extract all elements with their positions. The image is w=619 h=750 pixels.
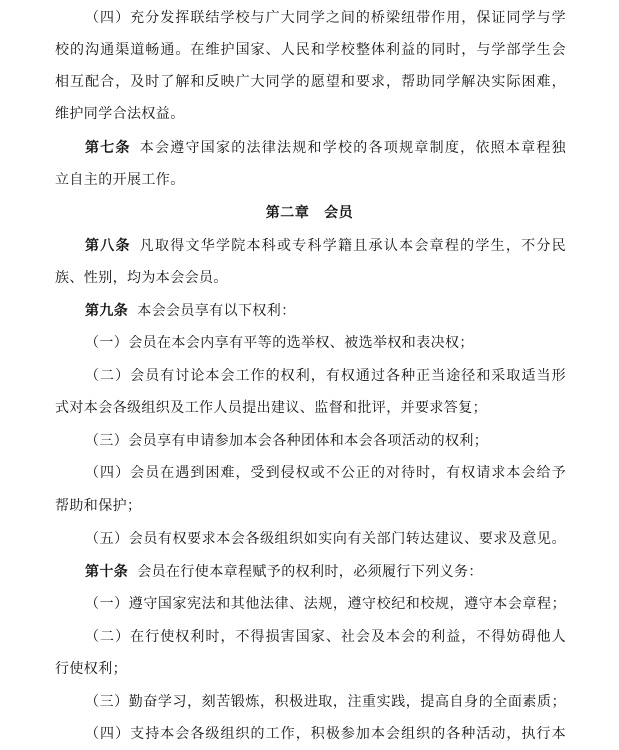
document-line: 立自主的开展工作。 xyxy=(55,172,185,188)
article-text: 本会遵守国家的法律法规和学校的各项规章制度，依照本章程独 xyxy=(139,140,566,156)
article-number: 第八条 xyxy=(85,238,131,254)
document-line: 相互配合，及时了解和反映广大同学的愿望和要求，帮助同学解决实际困难， xyxy=(55,74,566,90)
document-line: （四）充分发挥联结学校与广大同学之间的桥梁纽带作用，保证同学与学 xyxy=(85,10,566,26)
article-number: 第九条 xyxy=(85,303,129,319)
document-line: 帮助和保护； xyxy=(55,498,142,514)
document-line: （四）支持本会各级组织的工作，积极参加本会组织的各种活动，执行本 xyxy=(85,726,566,742)
article-number: 第七条 xyxy=(85,140,131,156)
document-line: （三）会员享有申请参加本会各种团体和本会各项活动的权利； xyxy=(85,433,489,449)
document-line: 维护同学合法权益。 xyxy=(55,106,185,122)
document-line: （一）会员在本会内享有平等的选举权、被选举权和表决权； xyxy=(85,335,474,351)
document-line: （一）遵守国家宪法和其他法律、法规，遵守校纪和校规，遵守本会章程； xyxy=(85,596,566,612)
document-line: （二）会员有讨论本会工作的权利，有权通过各种正当途径和采取适当形 xyxy=(85,368,566,384)
article-text: 凡取得文华学院本科或专科学籍且承认本会章程的学生，不分民 xyxy=(139,238,566,254)
document-line: 式对本会各级组织及工作人员提出建议、监督和批评，并要求答复； xyxy=(55,400,487,416)
document-line: 族、性别，均为本会会员。 xyxy=(55,270,228,286)
article-number: 第十条 xyxy=(85,564,129,580)
document-line: （五）会员有权要求本会各级组织如实向有关部门转达建议、要求及意见。 xyxy=(85,531,566,547)
article-line xyxy=(85,562,566,582)
document-line: （二）在行使权利时，不得损害国家、社会及本会的利益，不得妨碍他人 xyxy=(85,629,566,645)
chapter-heading: 第二章 会员 xyxy=(265,205,354,221)
article-line xyxy=(85,138,566,158)
document-line: （四）会员在遇到困难，受到侵权或不公正的对待时，有权请求本会给予 xyxy=(85,465,566,481)
article-line xyxy=(85,236,566,256)
article-text: 本会会员享有以下权利： xyxy=(137,303,296,319)
document-line: （三）勤奋学习，刻苦锻炼，积极进取，注重实践，提高自身的全面素质； xyxy=(85,694,566,710)
document-line: 校的沟通渠道畅通。在维护国家、人民和学校整体利益的同时，与学部学生会 xyxy=(55,42,566,58)
article-line xyxy=(85,301,566,321)
article-text: 会员在行使本章程赋予的权利时，必须履行下列义务： xyxy=(137,564,483,580)
document-line: 行使权利； xyxy=(55,661,127,677)
